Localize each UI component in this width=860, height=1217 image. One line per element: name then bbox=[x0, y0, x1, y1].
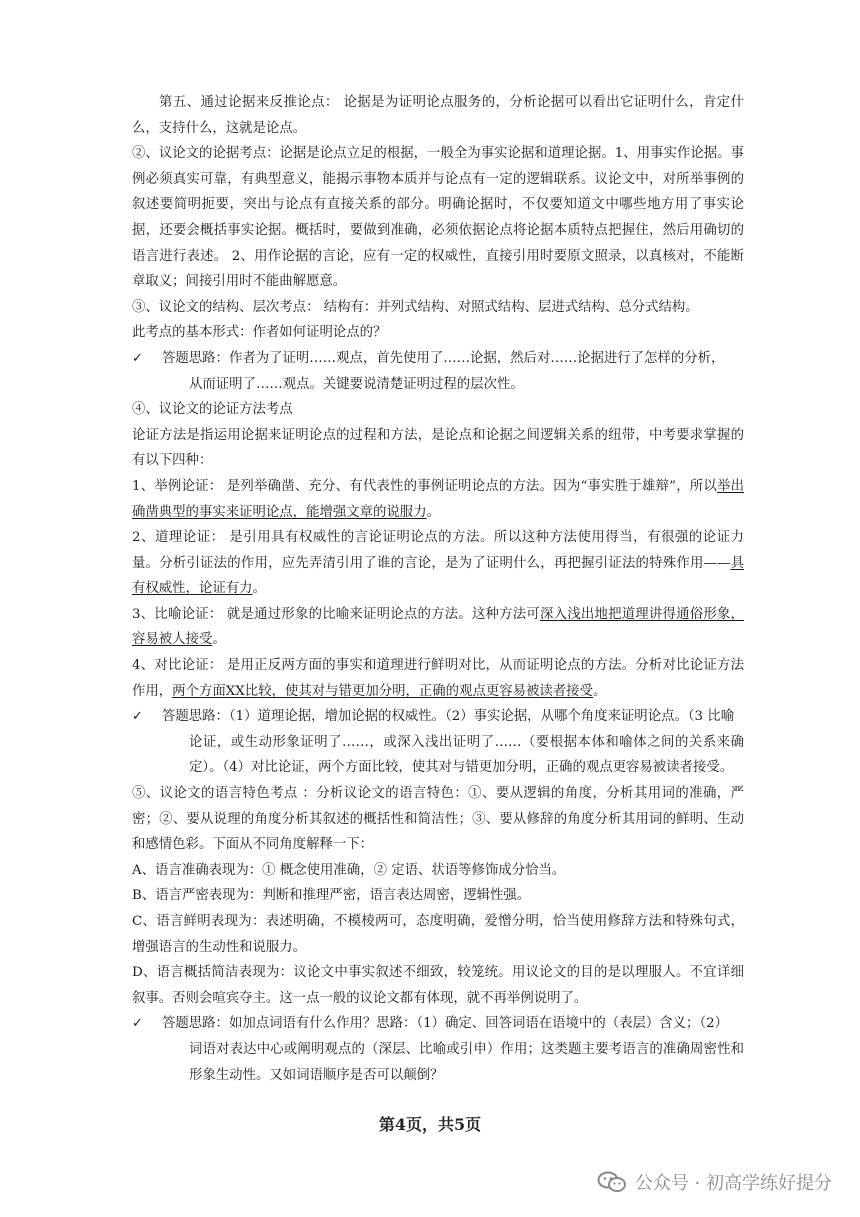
hint-text-continued: 论证，或生动形象证明了……，或深入浅出证明了……（要根据本体和喻体之间的关系来确定）。（4）对比论证，两个方面比较，使其对与错更加分明，正确的观点更容易被读者接受。 bbox=[189, 734, 744, 776]
text-run: 2、道理论证： 是引用具有权威性的言论证明论点的方法。所以这种方法使用得当，有很强的论证力量。分析引证法的作用，应先弄清引用了谁的言论，是为了证明什么，再把握引证法的特殊作用—— bbox=[132, 530, 744, 571]
checkmark-icon: ✓ bbox=[132, 709, 143, 725]
underlined-text: 举出确凿典型的事实来证明论点，能增强文章的说服力 bbox=[132, 478, 745, 520]
answer-hint bbox=[132, 1011, 744, 1088]
text-run: 第五、通过论据来反推论点： 论据是为证明论点服务的，分析论据可以看出它证明什么，肯定什么，支持什么，这就是论点。 bbox=[132, 95, 744, 136]
paragraph bbox=[132, 781, 744, 858]
paragraph bbox=[132, 909, 744, 960]
text-run: ③、议论文的结构、层次考点： 结构有：并列式结构、对照式结构、层进式结构、总分式结构。 bbox=[132, 299, 699, 315]
text-run: 。 bbox=[426, 504, 440, 520]
text-run: B、语言严密表现为：判断和推理严密，语言表达周密，逻辑性强。 bbox=[132, 888, 531, 904]
watermark-text: 公众号 · 初高学练好提分 bbox=[634, 1173, 832, 1194]
answer-hint bbox=[132, 346, 744, 397]
paragraph bbox=[132, 525, 744, 602]
text-run: 论证方法是指运用论据来证明论点的过程和方法，是论点和论据之间逻辑关系的纽带，中考要求掌握的有以下四种： bbox=[132, 427, 744, 469]
checkmark-icon: ✓ bbox=[132, 1016, 143, 1032]
hint-text-continued: 词语对表达中心或阐明观点的（深层、比喻或引申）作用；这类题主要考语言的准确周密性和形象生动性。又如词语顺序是否可以颠倒？ bbox=[189, 1041, 744, 1083]
paragraph bbox=[132, 397, 744, 423]
hint-text: 答题思路：作者为了证明……观点，首先使用了……论据，然后对……论据进行了怎样的分析， bbox=[162, 350, 725, 366]
document-body bbox=[132, 90, 744, 1088]
paragraph bbox=[132, 423, 744, 474]
text-run: ②、议论文的论据考点：论据是论点立足的根据，一般全为事实论据和道理论据。1、用事实作论据。事例必须真实可靠，有典型意义，能揭示事物本质并与论点有一定的逻辑联系。议论文中，对所举事例的叙述要简明扼要，突出与论点有直接关系的部分。明确论据时，不仅要知道文中哪些地方用了事实论据，还要会概括事实论据。概括时，要做到准确，必须依据论点将论据本质特点把握住，然后用确切的语言进行表述。 2、用作论据的言论，应有一定的权威性，直接引用时要原文照录，以真核对，不能断章取义；间接引用时不能曲解愿意。 bbox=[132, 146, 744, 290]
paragraph bbox=[132, 883, 744, 909]
text-run: C、语言鲜明表现为：表述明确，不模棱两可，态度明确，爱憎分明，恰当使用修辞方法和特殊句式，增强语言的生动性和说服力。 bbox=[132, 914, 744, 955]
paragraph bbox=[132, 858, 744, 884]
text-run: 4、对比论证： 是用正反两方面的事实和道理进行鲜明对比，从而证明论点的方法。分析对比论证方法作用， bbox=[132, 658, 744, 699]
page-number: 第4页，共5页 bbox=[378, 1115, 482, 1134]
text-run: 。 bbox=[252, 581, 266, 597]
wechat-icon bbox=[597, 1171, 627, 1193]
hint-text: 答题思路：（1）道理论据，增加论据的权威性。（2）事实论据，从哪个角度来证明论点。（3 比喻 bbox=[162, 709, 735, 725]
paragraph bbox=[132, 602, 744, 653]
text-run: 。 bbox=[212, 632, 226, 648]
checkmark-icon: ✓ bbox=[132, 350, 143, 366]
text-run: 。 bbox=[592, 683, 607, 699]
text-run: ④、议论文的论证方法考点 bbox=[132, 402, 293, 418]
text-run: D、语言概括简洁表现为：议论文中事实叙述不细致，较笼统。用议论文的目的是以理服人。不宜详细叙事。否则会喧宾夺主。这一点一般的议论文都有体现，就不再举例说明了。 bbox=[132, 965, 744, 1006]
paragraph bbox=[132, 320, 744, 346]
text-run: A、语言准确表现为：① 概念使用准确，② 定语、状语等修饰成分恰当。 bbox=[132, 862, 566, 878]
paragraph bbox=[132, 90, 744, 141]
text-run: ⑤、议论文的语言特色考点 ：分析议论文的语言特色：①、要从逻辑的角度，分析其用词的准确，严密；②、要从说理的角度分析其叙述的概括性和简洁性；③、要从修辞的角度分析其用词的鲜明、生动和感情色彩。下面从不同角度解释一下： bbox=[132, 786, 744, 853]
paragraph bbox=[132, 141, 744, 295]
answer-hint bbox=[132, 704, 744, 781]
text-run: 3、比喻论证： 就是通过形象的比喻来证明论点的方法。这种方法可 bbox=[132, 606, 541, 622]
watermark bbox=[597, 1167, 832, 1197]
paragraph bbox=[132, 653, 744, 704]
underlined-text: 具有权威性，论证有力 bbox=[132, 555, 745, 597]
underlined-text: 两个方面XX比较，使其对与错更加分明，正确的观点更容易被读者接受 bbox=[172, 683, 593, 699]
text-run: 此考点的基本形式：作者如何证明论点的？ bbox=[132, 325, 387, 341]
paragraph bbox=[132, 295, 744, 321]
underlined-text: 深入浅出地把道理讲得通俗形象，容易被人接受 bbox=[132, 606, 744, 648]
text-run: 1、举例论证： 是列举确凿、充分、有代表性的事例证明论点的方法。因为“事实胜于雄辩”，所以 bbox=[132, 478, 718, 494]
paragraph bbox=[132, 960, 744, 1011]
hint-text-continued: 从而证明了……观点。关键要说清楚证明过程的层次性。 bbox=[189, 376, 524, 392]
hint-text: 答题思路：如加点词语有什么作用？思路：（1）确定、回答词语在语境中的（表层）含义；（2） bbox=[162, 1016, 729, 1032]
paragraph bbox=[132, 474, 744, 525]
